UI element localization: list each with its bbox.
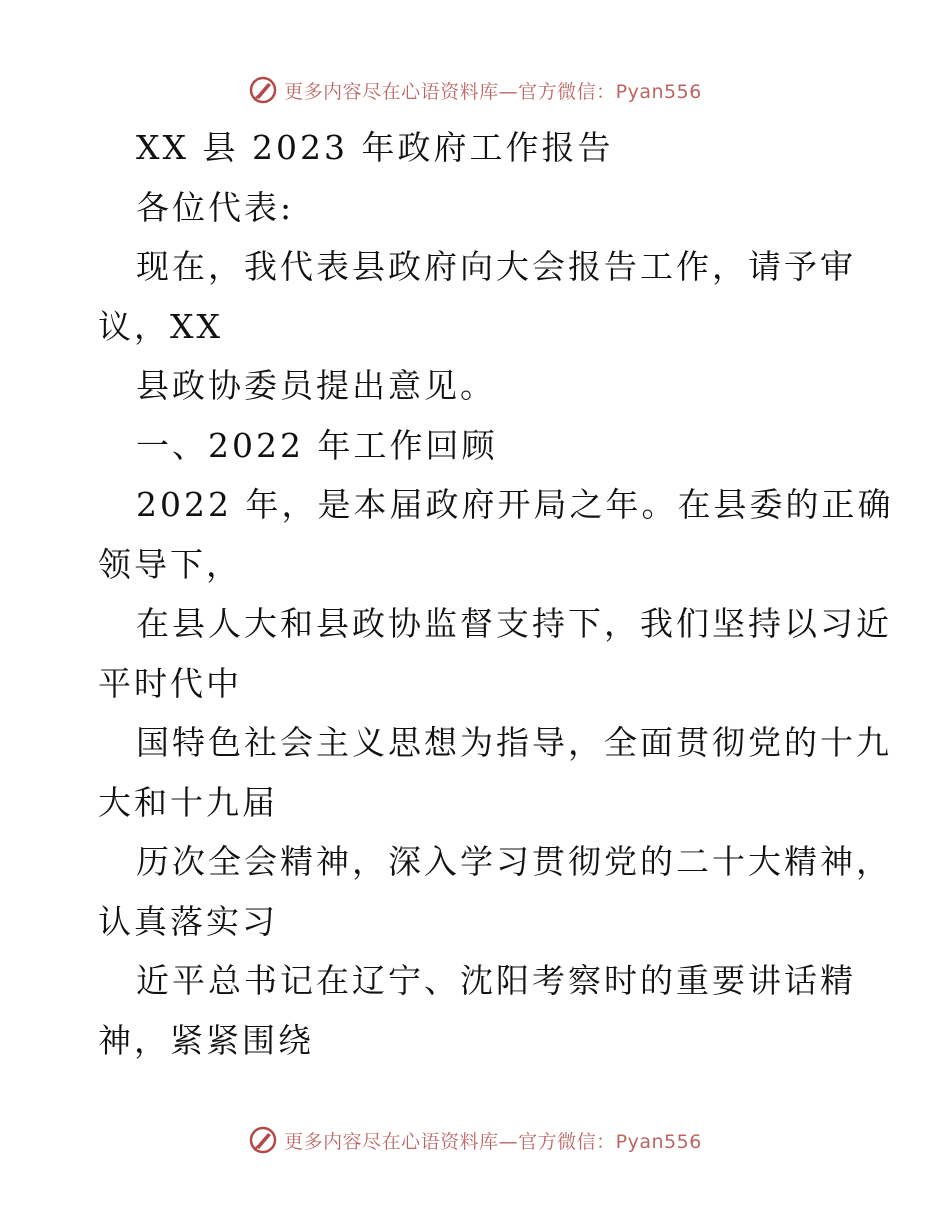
text-line: 领导下， [98,544,242,584]
watermark-text: 更多内容尽在心语资料库—官方微信：Pyan556 [284,1130,702,1153]
quill-logo-icon [248,1125,278,1155]
text-line: 现在，我代表县政府向大会报告工作，请予审 [136,247,856,286]
text-line: 认真落实习 [98,901,278,941]
text-line: 平时代中 [98,663,242,703]
watermark-text: 更多内容尽在心语资料库—官方微信：Pyan556 [284,80,702,103]
text-line: 历次全会精神，深入学习贯彻党的二十大精神， [136,842,892,881]
footer-watermark [0,1120,950,1160]
text-line: 神，紧紧围绕 [98,1020,314,1060]
text-line: 近平总书记在辽宁、沈阳考察时的重要讲话精 [136,961,856,1000]
text-line: 2022 年，是本届政府开局之年。在县委的正确 [136,485,894,524]
text-line: 各位代表: [136,187,295,227]
text-line: 议，XX [98,306,223,346]
text-line: 一、2022 年工作回顾 [136,425,498,465]
text-line: 国特色社会主义思想为指导，全面贯彻党的十九 [136,723,892,762]
text-line: 在县人大和县政协监督支持下，我们坚持以习近 [136,604,892,643]
header-watermark [0,70,950,110]
text-line: 大和十九届 [98,782,278,822]
document-body [98,118,894,1070]
quill-logo-icon [248,75,278,105]
text-line: XX 县 2023 年政府工作报告 [136,128,614,167]
text-line: 县政协委员提出意见。 [136,366,496,405]
